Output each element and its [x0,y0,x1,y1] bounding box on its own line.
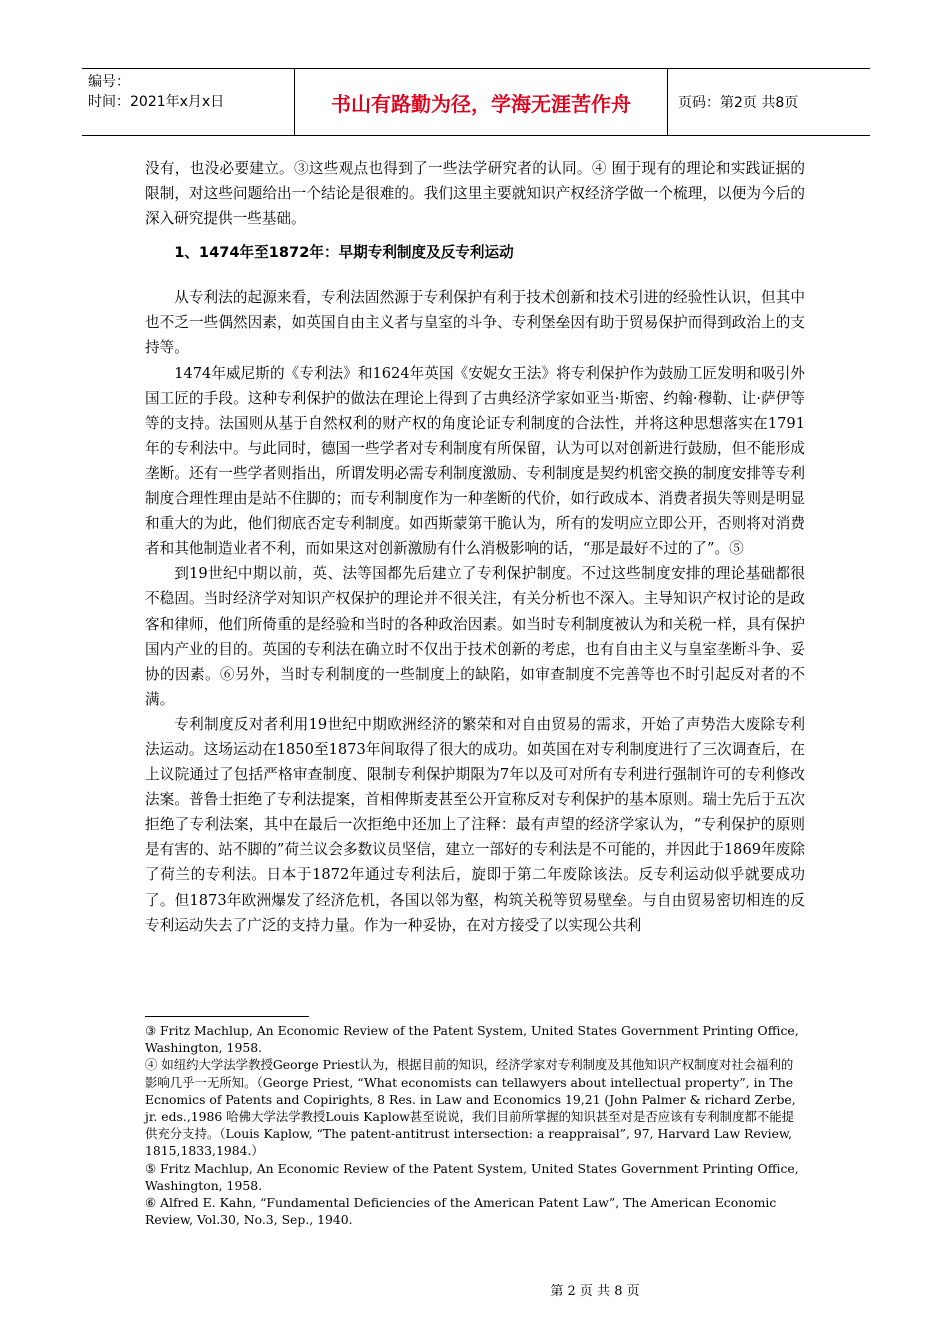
footnote-divider [145,1016,309,1017]
footnote: ⑥ Alfred E. Kahn, “Fundamental Deficiencies of the American Patent Law”, The American Economic Review, Vol.30, No.3, Sep., 1940. [145,1195,777,1228]
header-meta [82,69,295,135]
paragraph: 到19世纪中期以前，英、法等国都先后建立了专利保护制度。不过这些制度安排的理论基础都很不稳固。当时经济学对知识产权保护的理论并不很关注，有关分析也不深入。主导知识产权讨论的是政客和律师，他们所倚重的是经验和当时的各种政治因素。如当时专利制度被认为和关税一样，具有保护国内产业的目的。英国的专利法在确立时不仅出于技术创新的考虑，也有自由主义与皇室垄断斗争、妥协的因素。⑥另外，当时专利制度的一些制度上的缺陷，如审查制度不完善等也不时引起反对者的不满。 [145,565,805,708]
section-title: 1、1474年至1872年：早期专利制度及反专利运动 [174,244,514,262]
footnote: ⑤ Fritz Machlup, An Economic Review of the Patent System, United States Government Printing Office, Washington, 1958. [145,1160,799,1193]
footnotes [145,1022,805,1228]
paragraph: 从专利法的起源来看，专利法固然源于专利保护有利于技术创新和技术引进的经验性认识，但其中也不乏一些偶然因素，如英国自由主义者与皇室的斗争、专利堡垒因有助于贸易保护而得到政治上的支持等。 [145,289,805,357]
document-body [145,156,805,938]
header-number-label: 编号： [88,74,130,90]
header-time-label: 时间：2021年x月x日 [88,94,225,110]
header-motto: 书山有路勤为径，学海无涯苦作舟 [295,69,668,135]
page-header [82,68,870,136]
header-page-info: 页码：第2页 共8页 [678,95,799,111]
paragraph: 1474年威尼斯的《专利法》和1624年英国《安妮女王法》将专利保护作为鼓励工匠发明和吸引外国工匠的手段。这种专利保护的做法在理论上得到了古典经济学家如亚当·斯密、约翰·穆勒、让·萨伊等等的支持。法国则从基于自然权利的财产权的角度论证专利制度的合法性，并将这种思想落实在1791年的专利法中。与此同时，德国一些学者对专利制度有所保留，认为可以对创新进行鼓励，但不能形成垄断。还有一些学者则指出，所谓发明必需专利制度激励、专利制度是契约机密交换的制度安排等专利制度合理性理由是站不住脚的；而专利制度作为一种垄断的代价，如行政成本、消费者损失等则是明显和重大的为此，他们彻底否定专利制度。如西斯蒙第干脆认为，所有的发明应立即公开，否则将对消费者和其他制造业者不利，而如果这对创新激励有什么消极影响的话，“那是最好不过的了”。⑤ [145,364,805,558]
footnote: ③ Fritz Machlup, An Economic Review of the Patent System, United States Government Printing Office, Washington, 1958. [145,1023,799,1056]
paragraph: 专利制度反对者利用19世纪中期欧洲经济的繁荣和对自由贸易的需求，开始了声势浩大废除专利法运动。这场运动在1850至1873年间取得了很大的成功。如英国在对专利制度进行了三次调查后，在上议院通过了包括严格审查制度、限制专利保护期限为7年以及可对所有专利进行强制许可的专利修改法案。普鲁士拒绝了专利法提案，首相俾斯麦甚至公开宣称反对专利保护的基本原则。瑞士先后于五次拒绝了专利法案，其中在最后一次拒绝中还加上了注释：最有声望的经济学家认为，“专利保护的原则是有害的、站不脚的”荷兰议会多数议员坚信，建立一部好的专利法是不可能的，并因此于1869年废除了荷兰的专利法。日本于1872年通过专利法后，旋即于第二年废除该法。反专利运动似乎就要成功了。但1873年欧洲爆发了经济危机，各国以邻为壑，构筑关税等贸易壁垒。与自由贸易密切相连的反专利运动失去了广泛的支持力量。作为一种妥协，在对方接受了以实现公共利 [145,715,805,934]
page-number: 第 2 页 共 8 页 [550,1284,640,1299]
footnote: ④ 如纽约大学法学教授George Priest认为，根据目前的知识，经济学家对专利制度及其他知识产权制度对社会福利的影响几乎一无所知。（George Priest, “What economists can tellawyers about intellectual property”, in The Ecnomics of Patents and Copirights, 8 Res. in Law and Economics 19,21 (John Palmer & richard Zerbe, jr. eds.,1986 哈佛大学法学教授Louis Kaplow甚至说说，我们目前所掌握的知识甚至对是否应该有专利制度都不能提供充分支持。（Louis Kaplow, “The patent-antitrust intersection: a reappraisal”, 97, Harvard Law Review, 1815,1833,1984.） [145,1057,796,1159]
paragraph-continued: 没有，也没必要建立。③这些观点也得到了一些法学研究者的认同。④ 囿于现有的理论和实践证据的限制，对这些问题给出一个结论是很难的。我们这里主要就知识产权经济学做一个梳理，以便为今后的深入研究提供一些基础。 [145,160,805,228]
